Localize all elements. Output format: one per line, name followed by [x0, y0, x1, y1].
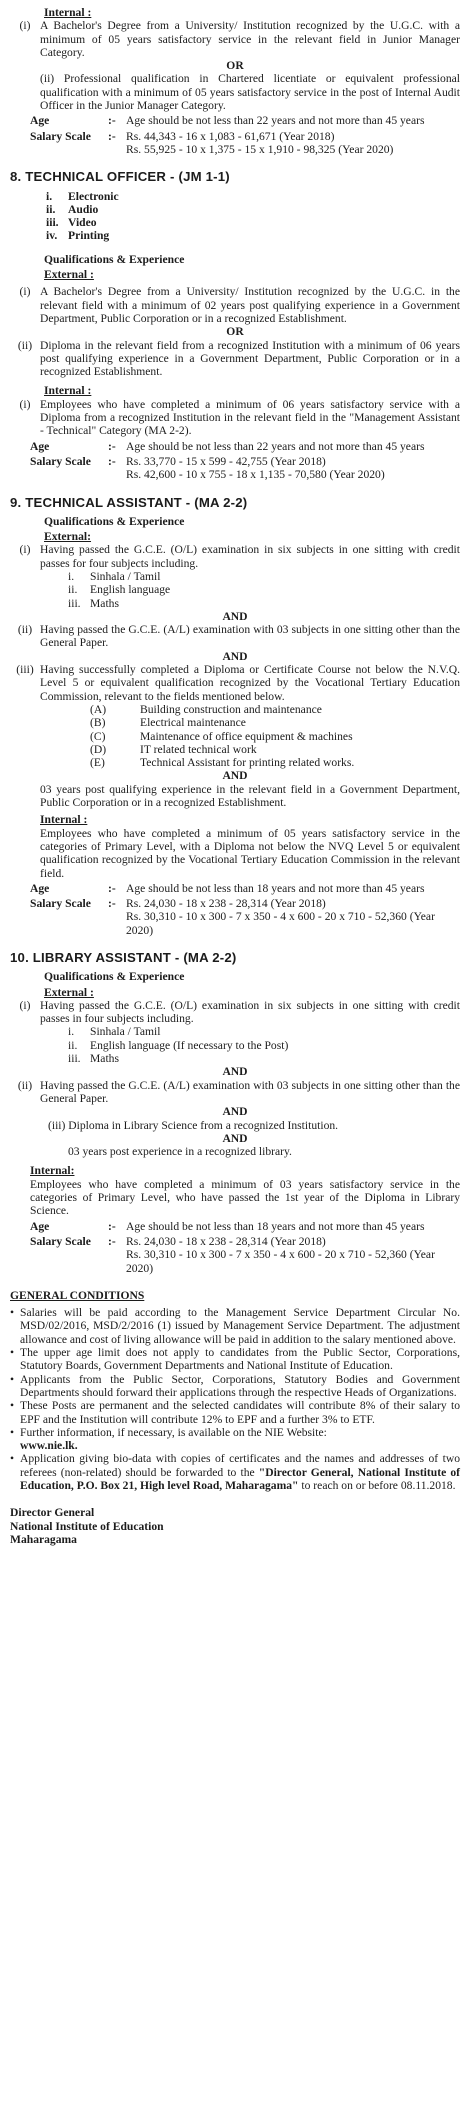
list-item: • Application giving bio-data with copies of certificates and the names and addresses of two referees (non-related) should be forwarded to the "Director General, National Institute of Education, P.O. Box 21, High level Road, Maharagama" to reach on or before 08.11.2018.	[10, 1452, 461, 1492]
salary-2018: Rs. 44,343 - 16 x 1,083 - 61,671 (Year 2018)	[126, 129, 335, 143]
salary-2018: Rs. 24,030 - 18 x 238 - 28,314 (Year 2018)	[126, 1234, 326, 1248]
internal-heading: Internal :	[44, 384, 92, 398]
signature-block	[10, 1506, 460, 1546]
list-item: i. Electronic	[46, 189, 119, 203]
age-row: Age :- Age should be not less than 22 years and not more than 45 years	[30, 439, 425, 453]
conditions-list	[10, 1306, 460, 1492]
list-item: iii. Maths	[68, 596, 119, 610]
salary-2020: Rs. 30,310 - 10 x 300 - 7 x 350 - 4 x 600 - 20 x 710 - 52,360 (Year 2020)	[126, 1248, 435, 1275]
internal-heading: Internal :	[44, 6, 92, 19]
internal-item-i: (i) Employees who have completed a minimum of 06 years satisfactory service with a Diploma from a recognized Institution in the relevant field in the "Management Assistant - Technical" Category (MA 2-2).	[19, 397, 460, 438]
and-divider: AND	[222, 1131, 248, 1145]
list-item: (A) Building construction and maintenance	[90, 702, 322, 716]
prev-item-ii: (ii) Professional qualification in Chartered licentiate or equivalent professional qualification with a minimum of 05 years satisfactory service in the post of Internal Audit Officer in the Junior Manager Category.	[40, 72, 460, 113]
external-item-i: (i) Having passed the G.C.E. (O/L) examination in six subjects in one sitting with credit passes for four subjects including.	[19, 543, 460, 570]
general-conditions-title: GENERAL CONDITIONS	[10, 1288, 145, 1302]
field-area-list	[90, 703, 460, 769]
signatory-organization: National Institute of Education	[10, 1519, 164, 1533]
and-divider: AND	[222, 769, 248, 783]
external-item-ii: (ii) Diploma in the relevant field from a recognized Institution with a minimum of 06 years post qualifying experience in a Government Department, Public Corporation or in a recognized Establishment.	[17, 338, 460, 379]
subject-list	[68, 570, 460, 610]
or-divider: OR	[226, 59, 244, 73]
age-row	[10, 114, 460, 127]
external-item-iii: (iii) Having successfully completed a Diploma or Certificate Course not below the N.V.Q. Level 5 or equivalent qualification recognized by the Vocational Tertiary Education Commission, relevant to the fields mentioned below.	[16, 663, 460, 703]
salary-2020: Rs. 55,925 - 10 x 1,375 - 15 x 1,910 - 98,325 (Year 2020)	[126, 142, 394, 156]
separator: :-	[108, 129, 116, 143]
external-heading: External :	[44, 985, 94, 999]
salary-2018: Rs. 33,770 - 15 x 599 - 42,755 (Year 2018)	[126, 454, 326, 468]
list-item: (E) Technical Assistant for printing related works.	[90, 756, 355, 770]
age-row: Age :- Age should be not less than 18 years and not more than 45 years	[30, 881, 425, 895]
list-item: (C) Maintenance of office equipment & machines	[90, 729, 353, 743]
website-link[interactable]: www.nie.lk.	[20, 1439, 78, 1453]
list-item: • Further information, if necessary, is available on the NIE Website: www.nie.lk.	[10, 1425, 327, 1453]
qualifications-heading: Qualifications & Experience	[44, 514, 185, 528]
experience-text: 03 years post qualifying experience in the relevant field in a Government Department, Public Corporation or in a recognized Establishment.	[40, 782, 460, 810]
list-item: • The upper age limit does not apply to candidates from the Public Sector, Corporations, Statutory Boards, Government Departments and National Institute of Education.	[10, 1346, 460, 1373]
prev-item-i	[10, 19, 460, 59]
external-item-iii: (iii) Diploma in Library Science from a recognized Institution.	[48, 1118, 339, 1132]
external-heading: External :	[44, 268, 94, 282]
and-divider: AND	[222, 1065, 248, 1079]
list-item: • These Posts are permanent and the selected candidates will contribute 8% of their salary to EPF and the Institution will contribute 12% to EPF and a further 3% to ETF.	[10, 1399, 460, 1426]
list-item: • Applicants from the Public Sector, Corporations, Statutory Bodies and Government Departments should forward their applications through the respective Heads of Organizations.	[10, 1372, 460, 1399]
internal-heading: Internal:	[30, 1164, 75, 1178]
field-list	[46, 190, 460, 243]
external-item-i: (i) A Bachelor's Degree from a University/ Institution recognized by the U.G.C. in the relevant field with a minimum of 02 years post qualifying experience in a Government Department, Public Corporation or in a recognized Establishment.	[19, 285, 460, 325]
section-title-library-assistant: 10. LIBRARY ASSISTANT - (MA 2-2)	[10, 950, 237, 965]
external-item-ii: (ii) Having passed the G.C.E. (A/L) examination with 03 subjects in one sitting other than the General Paper.	[17, 1078, 460, 1105]
or-divider: OR	[226, 325, 244, 339]
age-text: Age should be not less than 22 years and not more than 45 years	[126, 114, 425, 128]
list-item: (B) Electrical maintenance	[90, 716, 246, 730]
experience-text: 03 years post experience in a recognized library.	[68, 1145, 292, 1159]
salary-row: Salary Scale :- Rs. 24,030 - 18 x 238 - 28,314 (Year 2018) Rs. 30,310 - 10 x 300 - 7 x 350 - 4 x 600 - 20 x 710 - 52,360 (Year 2020)	[10, 897, 460, 937]
list-item: i. Sinhala / Tamil	[68, 569, 161, 583]
salary-row: Salary Scale :- Rs. 33,770 - 15 x 599 - 42,755 (Year 2018) Rs. 42,600 - 10 x 755 - 18 x 1,135 - 70,580 (Year 2020)	[10, 455, 460, 482]
salary-row	[10, 130, 460, 157]
age-label: Age	[30, 114, 50, 128]
age-row: Age :- Age should be not less than 18 years and not more than 45 years	[30, 1219, 425, 1233]
signatory-title: Director General	[10, 1506, 95, 1520]
section-title-technical-officer: 8. TECHNICAL OFFICER - (JM 1-1)	[10, 169, 230, 185]
subject-list	[68, 1025, 460, 1065]
list-item: (D) IT related technical work	[90, 742, 257, 756]
salary-label: Salary Scale	[30, 129, 91, 143]
and-divider: AND	[222, 1105, 248, 1119]
separator: :-	[108, 114, 116, 128]
section-title-technical-assistant: 9. TECHNICAL ASSISTANT - (MA 2-2)	[10, 494, 248, 510]
list-item: i. Sinhala / Tamil	[68, 1025, 161, 1039]
internal-heading: Internal :	[40, 813, 88, 827]
list-item: • Salaries will be paid according to the Management Service Department Circular No. MSD/02/2016, MSD/2/2016 (1) issued by Management Service Department. The adjustment allowance and cost of living allowance will be paid in addition to the salary mentioned above.	[10, 1306, 460, 1346]
list-item: iv. Printing	[46, 229, 110, 243]
salary-row: Salary Scale :- Rs. 24,030 - 18 x 238 - 28,314 (Year 2018) Rs. 30,310 - 10 x 300 - 7 x 350 - 4 x 600 - 20 x 710 - 52,360 (Year 2020)	[10, 1235, 460, 1275]
external-heading: External:	[44, 530, 92, 544]
salary-2018: Rs. 24,030 - 18 x 238 - 28,314 (Year 2018)	[126, 897, 326, 911]
qualifications-heading: Qualifications & Experience	[44, 252, 185, 266]
qualifications-heading: Qualifications & Experience	[44, 970, 185, 984]
list-item: ii. Audio	[46, 202, 99, 216]
salary-2020: Rs. 30,310 - 10 x 300 - 7 x 350 - 4 x 600 - 20 x 710 - 52,360 (Year 2020)	[126, 910, 435, 937]
list-item: iii. Video	[46, 216, 97, 230]
external-item-ii: (ii) Having passed the G.C.E. (A/L) examination with 03 subjects in one sitting other than the General Paper.	[17, 623, 460, 650]
signatory-location: Maharagama	[10, 1532, 77, 1546]
internal-text: Employees who have completed a minimum of 03 years satisfactory service in the categories of Primary Level, who have passed the 1st year of the Diploma in Library Science.	[30, 1177, 460, 1218]
list-item: ii. English language	[68, 583, 171, 597]
internal-text: Employees who have completed a minimum of 05 years satisfactory service in the categories of Primary Level, with a Diploma not below the NVQ Level 5 or equivalent qualification recognized by the Vocational Tertiary Education Commission in the relevant field.	[40, 826, 460, 880]
and-divider: AND	[222, 649, 248, 663]
item-text: A Bachelor's Degree from a University/ Institution recognized by the U.G.C. with a minimum of 05 years satisfactory service in the relevant field in Junior Manager Category.	[40, 19, 460, 59]
salary-values	[126, 130, 460, 157]
list-item: iii. Maths	[68, 1052, 119, 1066]
and-divider: AND	[222, 609, 248, 623]
item-number: (i)	[19, 19, 31, 33]
external-item-i: (i) Having passed the G.C.E. (O/L) examination in six subjects in one sitting with credit passes in four subjects including.	[19, 998, 460, 1026]
salary-2020: Rs. 42,600 - 10 x 755 - 18 x 1,135 - 70,580 (Year 2020)	[126, 468, 385, 482]
postal-address: "Director General, National Institute of Education, P.O. Box 21, High level Road, Maharagama"	[20, 1465, 461, 1492]
list-item: ii. English language (If necessary to the Post)	[68, 1038, 289, 1052]
